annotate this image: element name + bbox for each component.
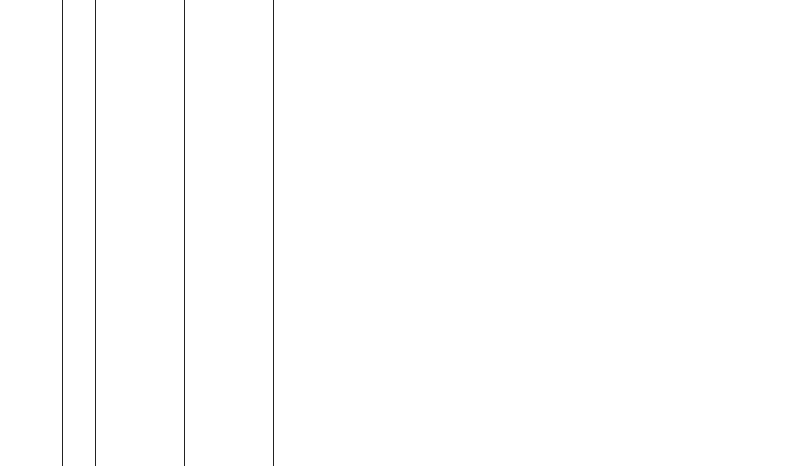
- table-divider: [62, 0, 63, 466]
- table-divider: [184, 0, 185, 466]
- table-divider: [95, 0, 96, 466]
- table-divider: [273, 0, 274, 466]
- fuse-group-label: [0, 0, 62, 466]
